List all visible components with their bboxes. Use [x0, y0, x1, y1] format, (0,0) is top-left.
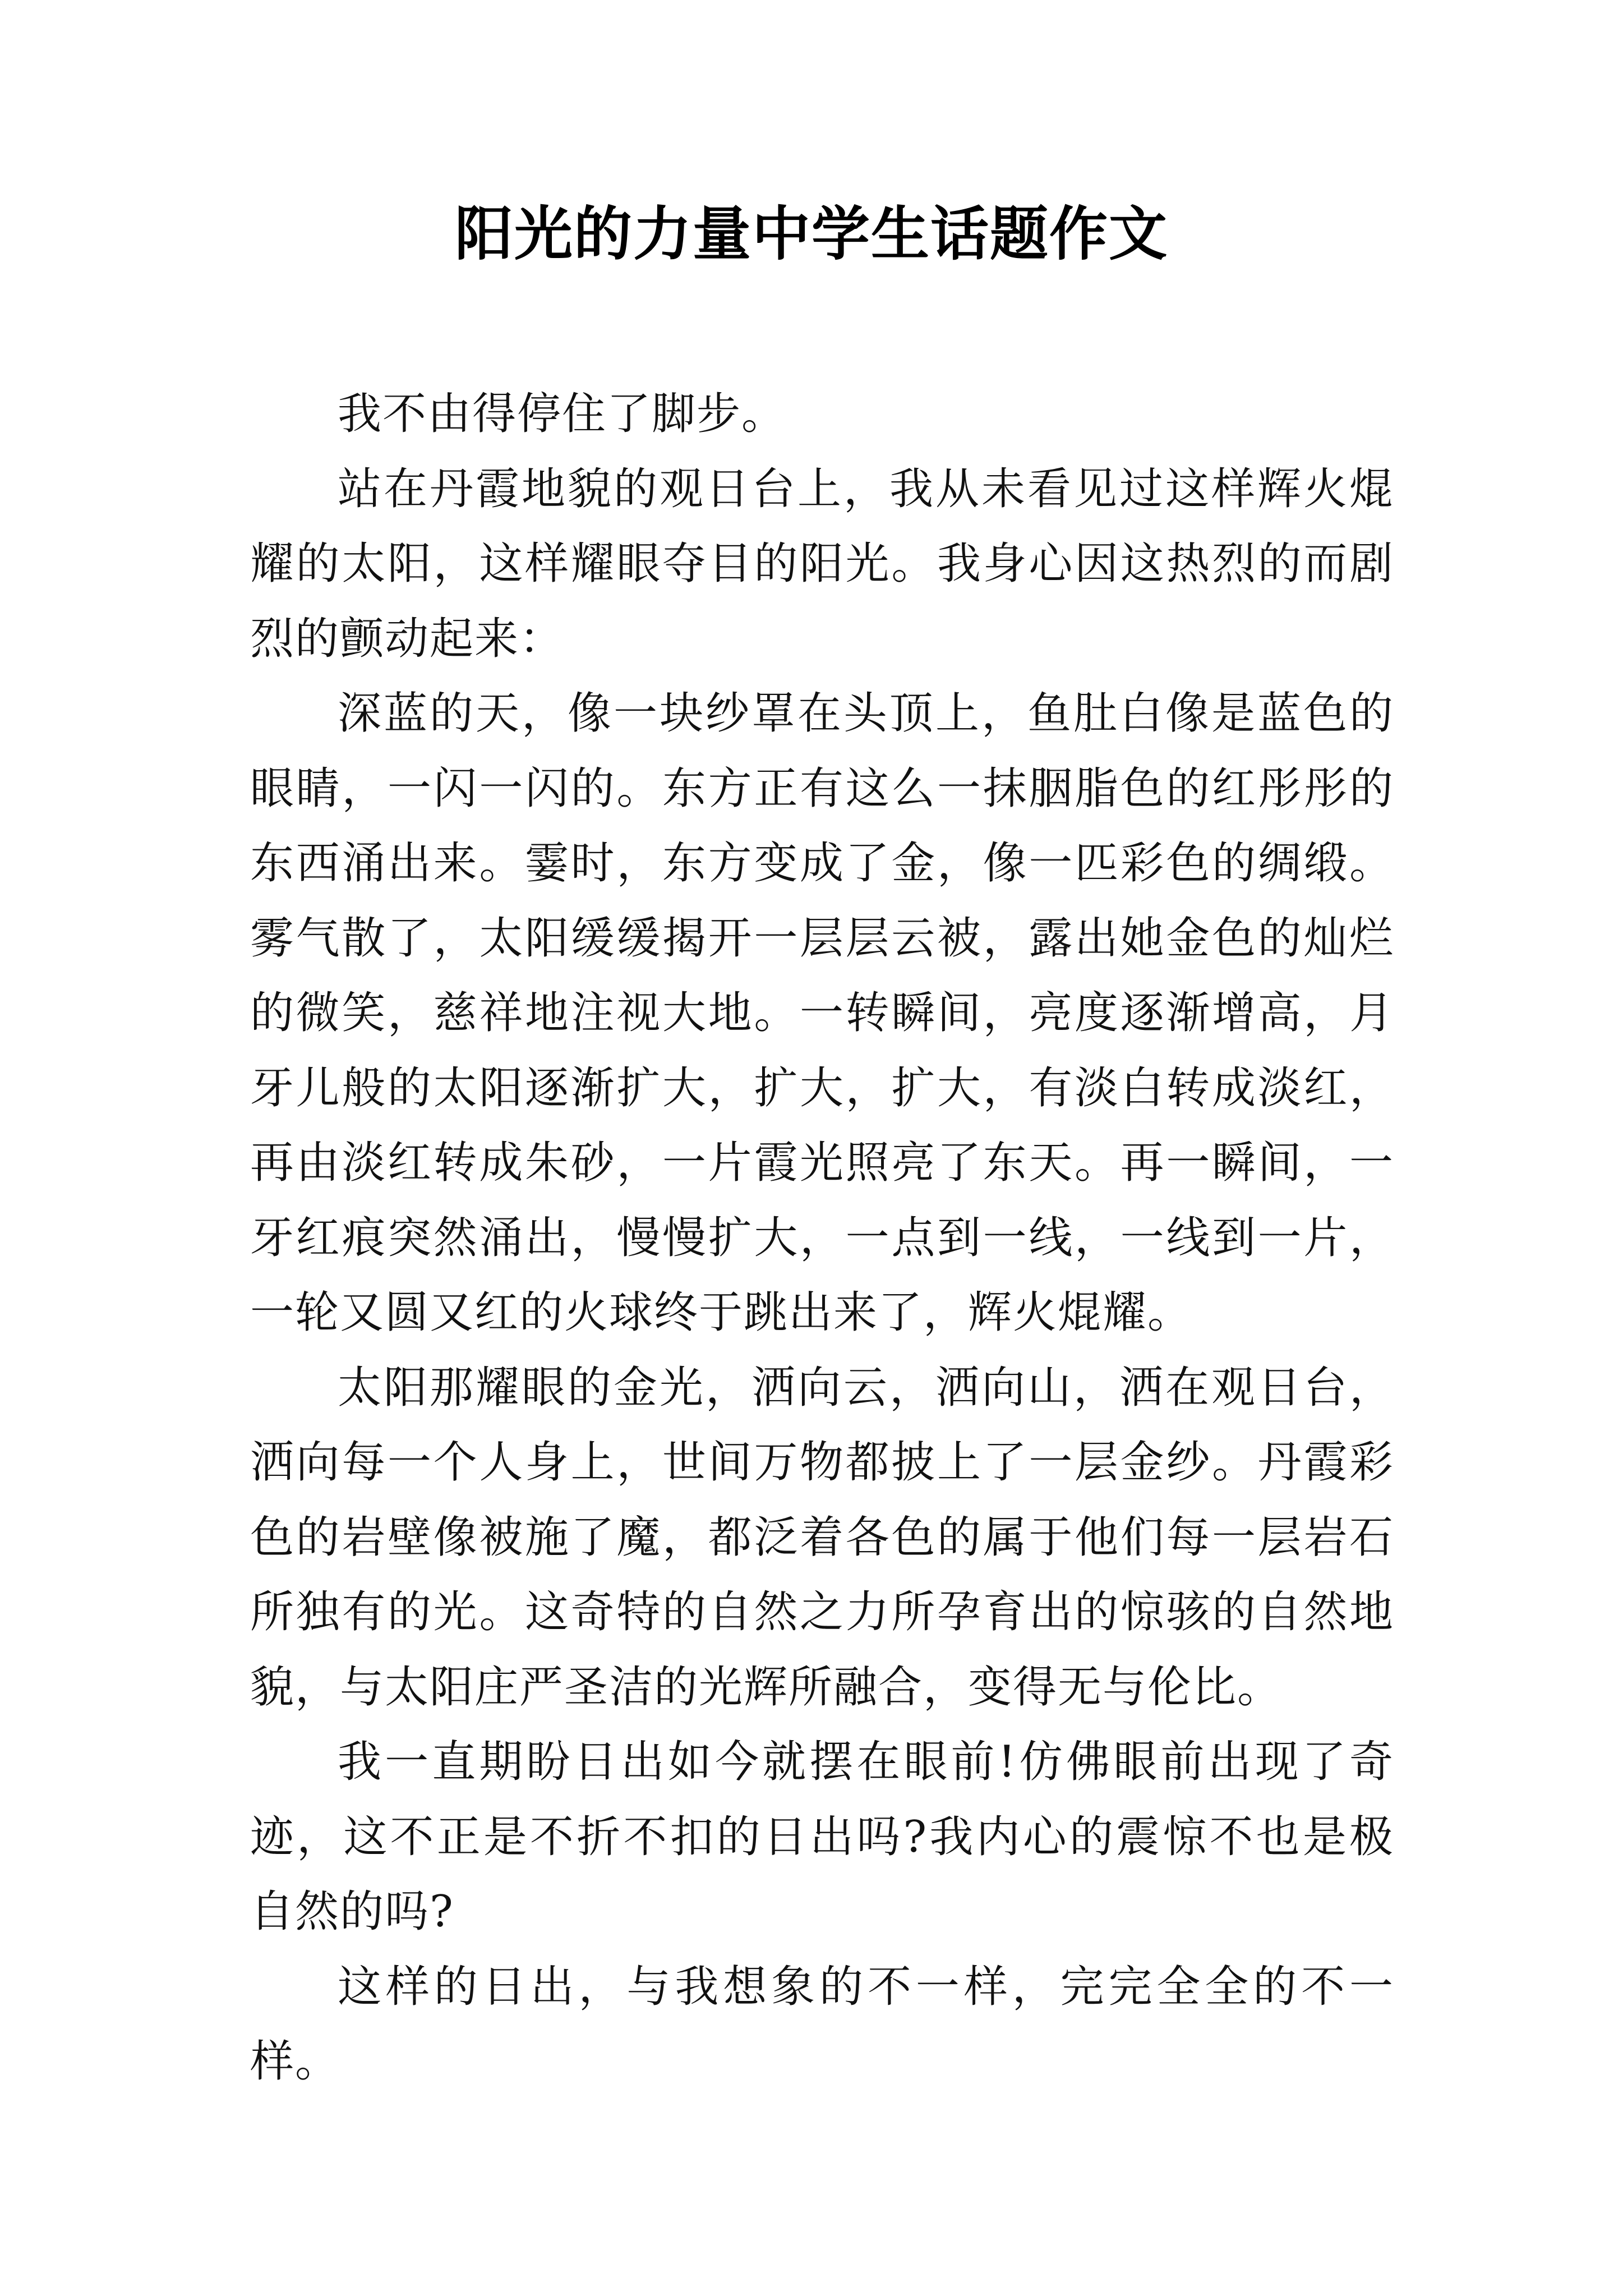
paragraph: 我不由得停住了脚步。	[338, 389, 787, 439]
paragraph: 我一直期盼日出如今就摆在眼前!仿佛眼前出现了奇迹，这不正是不折不扣的日出吗?我内心的震惊不也是极自然的吗?	[250, 1737, 1394, 1937]
paragraph: 站在丹霞地貌的观日台上，我从未看见过这样辉火焜耀的太阳，这样耀眼夺目的阳光。我身心因这热烈的而剧烈的颤动起来：	[250, 463, 1394, 664]
paragraph: 深蓝的天，像一块纱罩在头顶上，鱼肚白像是蓝色的眼睛，一闪一闪的。东方正有这么一抹胭脂色的红彤彤的东西涌出来。霎时，东方变成了金，像一匹彩色的绸缎。雾气散了，太阳缓缓揭开一层层云被，露出她金色的灿烂的微笑，慈祥地注视大地。一转瞬间，亮度逐渐增高，月牙儿般的太阳逐渐扩大，扩大，扩大，有淡白转成淡红，再由淡红转成朱砂，一片霞光照亮了东天。再一瞬间，一牙红痕突然涌出，慢慢扩大，一点到一线，一线到一片，一轮又圆又红的火球终于跳出来了，辉火焜耀。	[250, 688, 1394, 1338]
paragraph: 这样的日出，与我想象的不一样，完完全全的不一样。	[250, 1961, 1394, 2087]
paragraph: 太阳那耀眼的金光，洒向云，洒向山，洒在观日台，洒向每一个人身上，世间万物都披上了一层金纱。丹霞彩色的岩壁像被施了魔，都泛着各色的属于他们每一层岩石所独有的光。这奇特的自然之力所孕育出的惊骇的自然地貌，与太阳庄严圣洁的光辉所融合，变得无与伦比。	[250, 1362, 1394, 1713]
document-body	[250, 377, 1394, 2100]
document-title: 阳光的力量中学生话题作文	[454, 199, 1168, 268]
